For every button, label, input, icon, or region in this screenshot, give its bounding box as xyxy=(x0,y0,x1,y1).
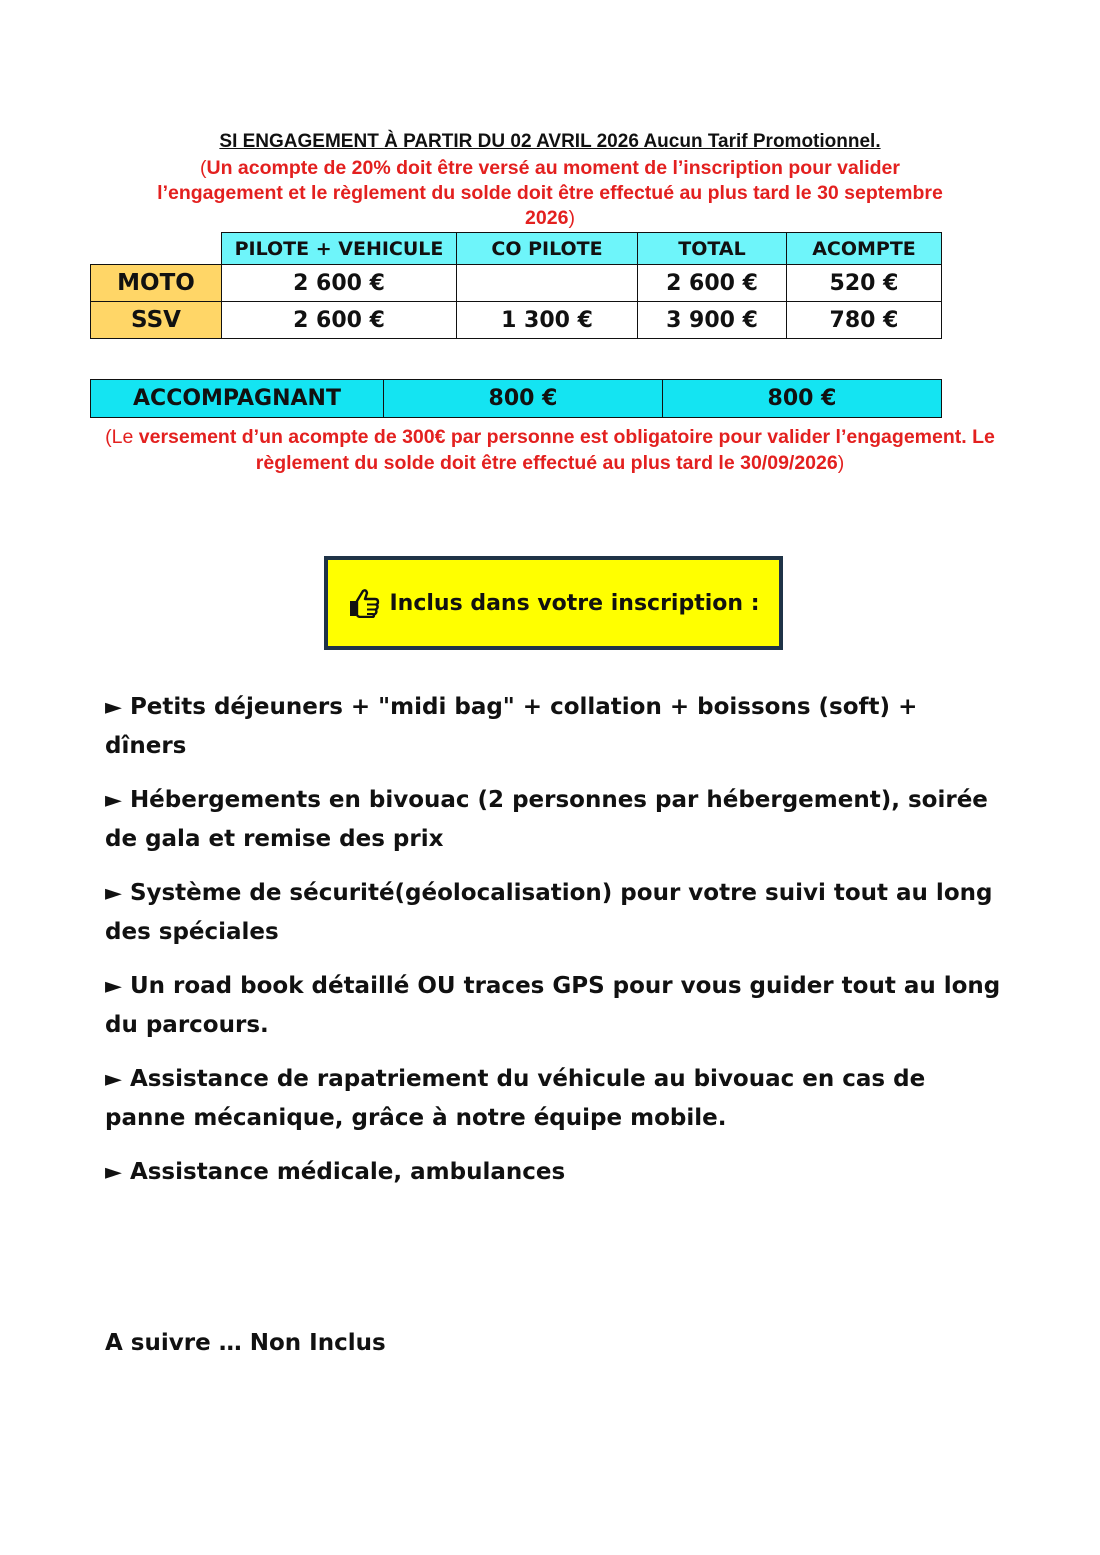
header-co-pilote: CO PILOTE xyxy=(457,233,638,265)
note2-close: ) xyxy=(837,452,845,474)
page-title: SI ENGAGEMENT À PARTIR DU 02 AVRIL 2026 Aucun Tarif Promotionnel. xyxy=(219,131,881,152)
list-item-text: Hébergements en bivouac (2 personnes par hébergement), soirée de gala et remise des prix xyxy=(105,787,988,852)
included-list xyxy=(105,688,1005,1208)
arrow-bullet-icon: ► xyxy=(105,788,122,813)
arrow-bullet-icon: ► xyxy=(105,1067,122,1092)
note2-open: (Le xyxy=(105,426,139,448)
moto-pilote-vehicule: 2 600 € xyxy=(222,265,457,302)
row-label-accompagnant: ACCOMPAGNANT xyxy=(91,380,384,418)
header-total: TOTAL xyxy=(638,233,787,265)
list-item xyxy=(105,781,1005,858)
arrow-bullet-icon: ► xyxy=(105,974,122,999)
table-row-ssv xyxy=(91,302,942,339)
accompagnant-acompte: 800 € xyxy=(663,380,942,418)
list-item xyxy=(105,1153,1005,1192)
included-banner xyxy=(324,556,783,650)
footer-next-section: A suivre … Non Inclus xyxy=(105,1330,386,1356)
note-close-paren: ) xyxy=(568,207,575,229)
row-label-moto: MOTO xyxy=(91,265,222,302)
note-text: Un acompte de 20% doit être versé au moment de l’inscription pour valider l’engagement et le règlement du solde doit être effectué au plus tard le 30 septembre 2026 xyxy=(157,157,943,229)
arrow-bullet-icon: ► xyxy=(105,695,122,720)
included-label: Inclus dans votre inscription : xyxy=(389,590,760,616)
price-table xyxy=(90,232,942,339)
header-pilote-vehicule: PILOTE + VEHICULE xyxy=(222,233,457,265)
list-item xyxy=(105,967,1005,1044)
row-label-ssv: SSV xyxy=(91,302,222,339)
note-open-paren: ( xyxy=(199,157,207,179)
thumbs-up-icon xyxy=(347,588,381,618)
list-item xyxy=(105,874,1005,951)
ssv-pilote-vehicule: 2 600 € xyxy=(222,302,457,339)
ssv-co-pilote: 1 300 € xyxy=(457,302,638,339)
list-item-text: Un road book détaillé OU traces GPS pour vous guider tout au long du parcours. xyxy=(105,973,1001,1038)
deposit-note xyxy=(140,156,960,231)
list-item xyxy=(105,688,1005,765)
price-table-header xyxy=(91,233,942,265)
table-row-moto xyxy=(91,265,942,302)
header-acompte: ACOMPTE xyxy=(787,233,942,265)
arrow-bullet-icon: ► xyxy=(105,1160,122,1185)
ssv-acompte: 780 € xyxy=(787,302,942,339)
list-item xyxy=(105,1060,1005,1137)
moto-acompte: 520 € xyxy=(787,265,942,302)
list-item-text: Assistance de rapatriement du véhicule au bivouac en cas de panne mécanique, grâce à notre équipe mobile. xyxy=(105,1066,926,1131)
list-item-text: Système de sécurité(géolocalisation) pour votre suivi tout au long des spéciales xyxy=(105,880,993,945)
header-empty-cell xyxy=(91,233,222,265)
table-row-accompagnant xyxy=(91,380,942,418)
list-item-text: Petits déjeuners + "midi bag" + collation + boissons (soft) + dîners xyxy=(105,694,918,759)
accompagnant-table xyxy=(90,379,942,418)
ssv-total: 3 900 € xyxy=(638,302,787,339)
arrow-bullet-icon: ► xyxy=(105,881,122,906)
note2-text: versement d’un acompte de 300€ par personne est obligatoire pour valider l’engagement. Le règlement du solde doit être effectué au plus tard le 30/09/2026 xyxy=(138,426,995,474)
moto-total: 2 600 € xyxy=(638,265,787,302)
list-item-text: Assistance médicale, ambulances xyxy=(129,1159,566,1185)
moto-co-pilote xyxy=(457,265,638,302)
accompagnant-price: 800 € xyxy=(384,380,663,418)
accompagnant-note xyxy=(100,424,1000,476)
